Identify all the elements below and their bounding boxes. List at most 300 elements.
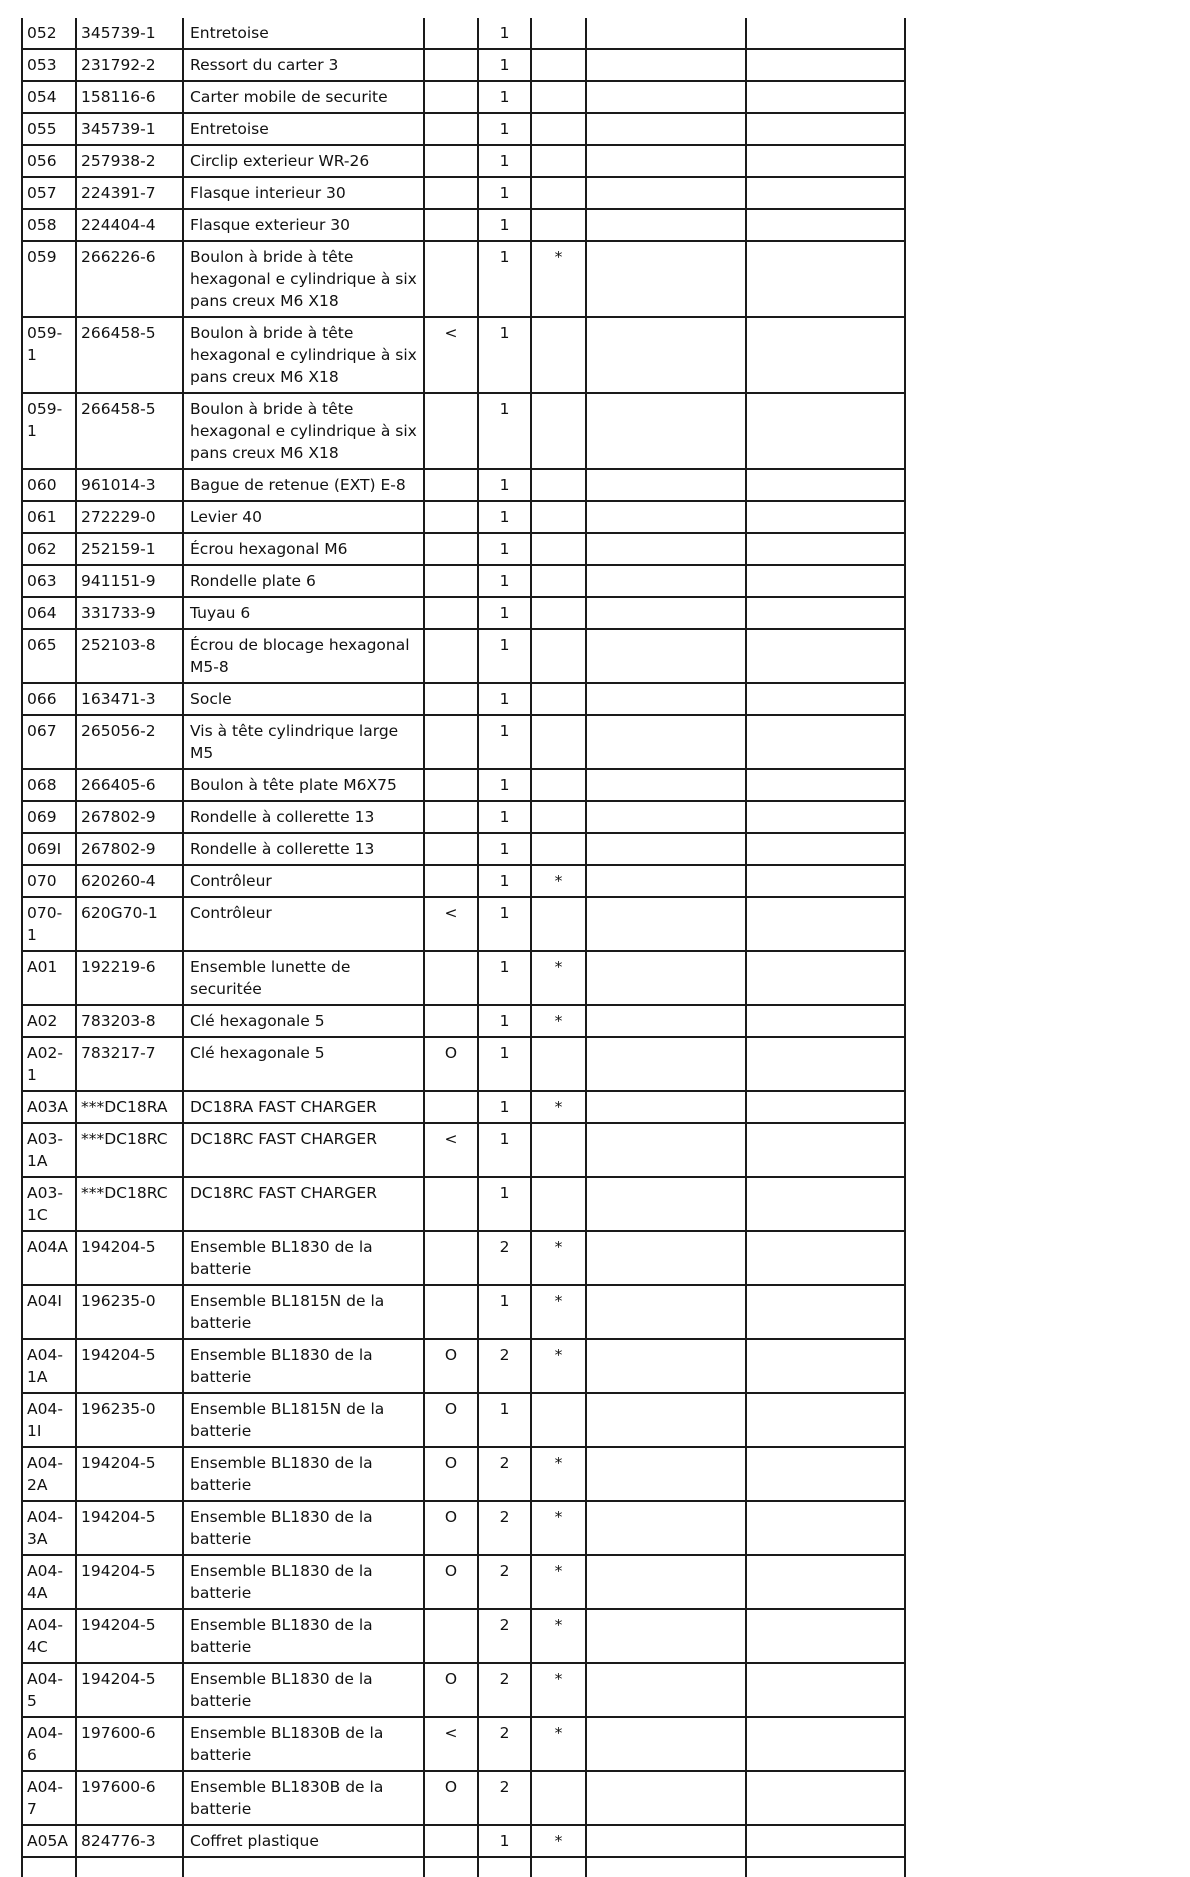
- item-number-cell: 056: [22, 145, 76, 177]
- change-mark-cell: [424, 533, 478, 565]
- change-mark-cell: [424, 1091, 478, 1123]
- blank-cell: [586, 1447, 746, 1501]
- blank-cell: [746, 1501, 905, 1555]
- description-cell: Socle: [183, 683, 424, 715]
- table-row: [22, 177, 975, 209]
- quantity-cell: 1: [478, 18, 531, 49]
- part-number-cell: 158116-6: [76, 81, 183, 113]
- table-row: [22, 1501, 975, 1555]
- note-mark-cell: [531, 1177, 586, 1231]
- note-mark-cell: *: [531, 1717, 586, 1771]
- part-number-cell: 824776-3: [76, 1825, 183, 1857]
- change-mark-cell: [424, 49, 478, 81]
- table-row: [22, 393, 975, 469]
- item-number-cell: A04-5: [22, 1663, 76, 1717]
- part-number-cell: 196235-0: [76, 1393, 183, 1447]
- spacer-cell: [905, 1555, 975, 1609]
- quantity-cell: 1: [478, 81, 531, 113]
- blank-cell: [586, 1857, 746, 1877]
- blank-cell: [586, 1091, 746, 1123]
- change-mark-cell: [424, 683, 478, 715]
- blank-cell: [586, 715, 746, 769]
- change-mark-cell: [424, 1231, 478, 1285]
- item-number-cell: 059: [22, 241, 76, 317]
- spacer-cell: [905, 565, 975, 597]
- spacer-cell: [905, 145, 975, 177]
- blank-cell: [746, 1447, 905, 1501]
- description-cell: Bague de retenue (EXT) E-8: [183, 469, 424, 501]
- blank-cell: [586, 897, 746, 951]
- blank-cell: [424, 1857, 478, 1877]
- blank-cell: [746, 865, 905, 897]
- change-mark-cell: [424, 18, 478, 49]
- note-mark-cell: [531, 469, 586, 501]
- quantity-cell: 1: [478, 393, 531, 469]
- blank-cell: [746, 1609, 905, 1663]
- part-number-cell: 196235-0: [76, 1285, 183, 1339]
- quantity-cell: 2: [478, 1339, 531, 1393]
- change-mark-cell: <: [424, 1123, 478, 1177]
- spacer-cell: [905, 209, 975, 241]
- description-cell: Carter mobile de securite: [183, 81, 424, 113]
- description-cell: Contrôleur: [183, 865, 424, 897]
- spacer-cell: [905, 177, 975, 209]
- blank-cell: [183, 1857, 424, 1877]
- description-cell: Écrou hexagonal M6: [183, 533, 424, 565]
- blank-cell: [586, 501, 746, 533]
- blank-cell: [746, 177, 905, 209]
- blank-cell: [586, 145, 746, 177]
- item-number-cell: A03A: [22, 1091, 76, 1123]
- blank-cell: [746, 629, 905, 683]
- part-number-cell: 224391-7: [76, 177, 183, 209]
- blank-cell: [746, 833, 905, 865]
- quantity-cell: 1: [478, 1285, 531, 1339]
- description-cell: Ensemble BL1830 de la batterie: [183, 1501, 424, 1555]
- spacer-cell: [905, 1231, 975, 1285]
- blank-cell: [586, 393, 746, 469]
- description-cell: Ressort du carter 3: [183, 49, 424, 81]
- part-number-cell: 197600-6: [76, 1771, 183, 1825]
- change-mark-cell: [424, 209, 478, 241]
- change-mark-cell: <: [424, 1717, 478, 1771]
- blank-cell: [746, 501, 905, 533]
- change-mark-cell: O: [424, 1339, 478, 1393]
- table-row: [22, 951, 975, 1005]
- part-number-cell: ***DC18RC: [76, 1177, 183, 1231]
- blank-cell: [586, 865, 746, 897]
- spacer-cell: [905, 1501, 975, 1555]
- table-row: [22, 1771, 975, 1825]
- note-mark-cell: [531, 683, 586, 715]
- item-number-cell: 054: [22, 81, 76, 113]
- description-cell: Ensemble BL1830B de la batterie: [183, 1717, 424, 1771]
- change-mark-cell: [424, 565, 478, 597]
- item-number-cell: A04-1A: [22, 1339, 76, 1393]
- quantity-cell: 1: [478, 865, 531, 897]
- blank-cell: [746, 81, 905, 113]
- table-row: [22, 769, 975, 801]
- note-mark-cell: *: [531, 951, 586, 1005]
- change-mark-cell: [424, 1825, 478, 1857]
- blank-cell: [586, 1555, 746, 1609]
- item-number-cell: 067: [22, 715, 76, 769]
- spacer-cell: [905, 501, 975, 533]
- quantity-cell: 1: [478, 801, 531, 833]
- table-row: [22, 1717, 975, 1771]
- quantity-cell: 1: [478, 1005, 531, 1037]
- blank-cell: [746, 1555, 905, 1609]
- note-mark-cell: [531, 533, 586, 565]
- table-row: [22, 241, 975, 317]
- note-mark-cell: *: [531, 1825, 586, 1857]
- part-number-cell: 265056-2: [76, 715, 183, 769]
- blank-cell: [746, 113, 905, 145]
- change-mark-cell: [424, 1005, 478, 1037]
- item-number-cell: 068: [22, 769, 76, 801]
- blank-cell: [746, 393, 905, 469]
- quantity-cell: 1: [478, 1091, 531, 1123]
- quantity-cell: 1: [478, 897, 531, 951]
- part-number-cell: 192219-6: [76, 951, 183, 1005]
- spacer-cell: [905, 533, 975, 565]
- description-cell: Vis à tête cylindrique large M5: [183, 715, 424, 769]
- part-number-cell: 257938-2: [76, 145, 183, 177]
- blank-cell: [478, 1857, 531, 1877]
- note-mark-cell: [531, 715, 586, 769]
- change-mark-cell: <: [424, 897, 478, 951]
- item-number-cell: 065: [22, 629, 76, 683]
- table-row: [22, 1123, 975, 1177]
- item-number-cell: A04-7: [22, 1771, 76, 1825]
- blank-cell: [531, 1857, 586, 1877]
- spacer-cell: [905, 1339, 975, 1393]
- change-mark-cell: [424, 501, 478, 533]
- change-mark-cell: O: [424, 1771, 478, 1825]
- note-mark-cell: [531, 629, 586, 683]
- table-row: [22, 49, 975, 81]
- parts-table-body: [22, 18, 975, 1877]
- description-cell: Ensemble BL1830 de la batterie: [183, 1555, 424, 1609]
- description-cell: Écrou de blocage hexagonal M5-8: [183, 629, 424, 683]
- spacer-cell: [905, 1177, 975, 1231]
- quantity-cell: 1: [478, 1037, 531, 1091]
- note-mark-cell: [531, 1123, 586, 1177]
- note-mark-cell: [531, 177, 586, 209]
- note-mark-cell: [531, 145, 586, 177]
- part-number-cell: 194204-5: [76, 1447, 183, 1501]
- blank-cell: [746, 18, 905, 49]
- quantity-cell: 1: [478, 565, 531, 597]
- blank-cell: [746, 533, 905, 565]
- spacer-cell: [905, 113, 975, 145]
- blank-cell: [586, 1285, 746, 1339]
- note-mark-cell: [531, 1393, 586, 1447]
- blank-cell: [746, 145, 905, 177]
- table-row: [22, 1231, 975, 1285]
- blank-cell: [746, 317, 905, 393]
- item-number-cell: A03-1A: [22, 1123, 76, 1177]
- description-cell: Ensemble BL1830 de la batterie: [183, 1447, 424, 1501]
- blank-cell: [746, 241, 905, 317]
- change-mark-cell: O: [424, 1447, 478, 1501]
- blank-cell: [746, 1663, 905, 1717]
- spacer-cell: [905, 469, 975, 501]
- quantity-cell: 1: [478, 113, 531, 145]
- blank-cell: [586, 533, 746, 565]
- spacer-cell: [905, 629, 975, 683]
- note-mark-cell: [531, 565, 586, 597]
- spacer-cell: [905, 49, 975, 81]
- blank-cell: [586, 1771, 746, 1825]
- description-cell: Ensemble BL1830 de la batterie: [183, 1339, 424, 1393]
- quantity-cell: 1: [478, 597, 531, 629]
- note-mark-cell: [531, 501, 586, 533]
- table-row: [22, 1393, 975, 1447]
- table-row: [22, 18, 975, 49]
- part-number-cell: ***DC18RC: [76, 1123, 183, 1177]
- change-mark-cell: [424, 1609, 478, 1663]
- item-number-cell: 052: [22, 18, 76, 49]
- item-number-cell: A01: [22, 951, 76, 1005]
- note-mark-cell: [531, 209, 586, 241]
- spacer-cell: [905, 1663, 975, 1717]
- description-cell: Rondelle plate 6: [183, 565, 424, 597]
- table-row: [22, 801, 975, 833]
- item-number-cell: 058: [22, 209, 76, 241]
- note-mark-cell: [531, 81, 586, 113]
- blank-cell: [586, 1393, 746, 1447]
- change-mark-cell: [424, 597, 478, 629]
- blank-cell: [586, 683, 746, 715]
- blank-cell: [586, 49, 746, 81]
- description-cell: Circlip exterieur WR-26: [183, 145, 424, 177]
- blank-cell: [586, 18, 746, 49]
- item-number-cell: 063: [22, 565, 76, 597]
- part-number-cell: 345739-1: [76, 18, 183, 49]
- blank-cell: [746, 1393, 905, 1447]
- blank-cell: [586, 1231, 746, 1285]
- blank-cell: [586, 1609, 746, 1663]
- blank-cell: [746, 1037, 905, 1091]
- note-mark-cell: *: [531, 1231, 586, 1285]
- item-number-cell: A05A: [22, 1825, 76, 1857]
- spacer-cell: [905, 865, 975, 897]
- blank-cell: [746, 1091, 905, 1123]
- note-mark-cell: [531, 113, 586, 145]
- change-mark-cell: [424, 629, 478, 683]
- note-mark-cell: [531, 1771, 586, 1825]
- blank-cell: [746, 1005, 905, 1037]
- blank-cell: [746, 49, 905, 81]
- table-row: [22, 209, 975, 241]
- blank-cell: [586, 1663, 746, 1717]
- note-mark-cell: [531, 1037, 586, 1091]
- part-number-cell: 272229-0: [76, 501, 183, 533]
- quantity-cell: 1: [478, 1123, 531, 1177]
- blank-cell: [586, 1717, 746, 1771]
- description-cell: Rondelle à collerette 13: [183, 833, 424, 865]
- note-mark-cell: *: [531, 241, 586, 317]
- item-number-cell: 064: [22, 597, 76, 629]
- part-number-cell: 345739-1: [76, 113, 183, 145]
- spacer-cell: [905, 1005, 975, 1037]
- blank-cell: [586, 1177, 746, 1231]
- quantity-cell: 1: [478, 49, 531, 81]
- spacer-cell: [905, 1825, 975, 1857]
- spacer-cell: [905, 1037, 975, 1091]
- blank-cell: [746, 769, 905, 801]
- spacer-cell: [905, 18, 975, 49]
- table-row: [22, 1447, 975, 1501]
- note-mark-cell: *: [531, 1285, 586, 1339]
- note-mark-cell: *: [531, 1005, 586, 1037]
- blank-cell: [586, 241, 746, 317]
- description-cell: Clé hexagonale 5: [183, 1037, 424, 1091]
- note-mark-cell: *: [531, 1339, 586, 1393]
- change-mark-cell: O: [424, 1501, 478, 1555]
- blank-cell: [76, 1857, 183, 1877]
- item-number-cell: A04-3A: [22, 1501, 76, 1555]
- blank-cell: [586, 565, 746, 597]
- table-row: [22, 1005, 975, 1037]
- table-row: [22, 715, 975, 769]
- part-number-cell: 941151-9: [76, 565, 183, 597]
- quantity-cell: 1: [478, 241, 531, 317]
- blank-cell: [746, 1857, 905, 1877]
- description-cell: Ensemble BL1815N de la batterie: [183, 1285, 424, 1339]
- change-mark-cell: [424, 469, 478, 501]
- blank-cell: [746, 1285, 905, 1339]
- spacer-cell: [905, 393, 975, 469]
- note-mark-cell: [531, 597, 586, 629]
- description-cell: Ensemble lunette de securitée: [183, 951, 424, 1005]
- table-row: [22, 865, 975, 897]
- part-number-cell: 194204-5: [76, 1231, 183, 1285]
- table-row: [22, 1825, 975, 1857]
- item-number-cell: A04-1I: [22, 1393, 76, 1447]
- quantity-cell: 1: [478, 683, 531, 715]
- spacer-cell: [905, 317, 975, 393]
- quantity-cell: 1: [478, 833, 531, 865]
- description-cell: DC18RA FAST CHARGER: [183, 1091, 424, 1123]
- quantity-cell: 1: [478, 715, 531, 769]
- blank-cell: [746, 1825, 905, 1857]
- description-cell: Rondelle à collerette 13: [183, 801, 424, 833]
- blank-cell: [905, 1857, 975, 1877]
- item-number-cell: A04-2A: [22, 1447, 76, 1501]
- blank-cell: [586, 317, 746, 393]
- note-mark-cell: [531, 801, 586, 833]
- quantity-cell: 1: [478, 177, 531, 209]
- part-number-cell: 266458-5: [76, 317, 183, 393]
- quantity-cell: 1: [478, 1177, 531, 1231]
- part-number-cell: 331733-9: [76, 597, 183, 629]
- change-mark-cell: [424, 1177, 478, 1231]
- note-mark-cell: *: [531, 1663, 586, 1717]
- quantity-cell: 1: [478, 533, 531, 565]
- change-mark-cell: [424, 865, 478, 897]
- blank-cell: [586, 629, 746, 683]
- description-cell: Ensemble BL1830 de la batterie: [183, 1663, 424, 1717]
- blank-cell: [746, 897, 905, 951]
- part-number-cell: 231792-2: [76, 49, 183, 81]
- table-row: [22, 469, 975, 501]
- spacer-cell: [905, 1091, 975, 1123]
- blank-cell: [586, 1825, 746, 1857]
- table-row: [22, 1285, 975, 1339]
- note-mark-cell: [531, 833, 586, 865]
- description-cell: Ensemble BL1830B de la batterie: [183, 1771, 424, 1825]
- quantity-cell: 1: [478, 317, 531, 393]
- quantity-cell: 2: [478, 1447, 531, 1501]
- blank-cell: [586, 1005, 746, 1037]
- part-number-cell: ***DC18RA: [76, 1091, 183, 1123]
- part-number-cell: 783203-8: [76, 1005, 183, 1037]
- note-mark-cell: *: [531, 1091, 586, 1123]
- table-row: [22, 317, 975, 393]
- table-row: [22, 1663, 975, 1717]
- part-number-cell: 267802-9: [76, 801, 183, 833]
- blank-cell: [586, 769, 746, 801]
- part-number-cell: 194204-5: [76, 1663, 183, 1717]
- change-mark-cell: O: [424, 1393, 478, 1447]
- spacer-cell: [905, 241, 975, 317]
- blank-cell: [746, 469, 905, 501]
- blank-cell: [586, 951, 746, 1005]
- part-number-cell: 266405-6: [76, 769, 183, 801]
- blank-cell: [746, 683, 905, 715]
- part-number-cell: 224404-4: [76, 209, 183, 241]
- change-mark-cell: O: [424, 1663, 478, 1717]
- description-cell: Entretoise: [183, 113, 424, 145]
- quantity-cell: 1: [478, 1393, 531, 1447]
- note-mark-cell: *: [531, 865, 586, 897]
- blank-cell: [746, 715, 905, 769]
- part-number-cell: 197600-6: [76, 1717, 183, 1771]
- quantity-cell: 2: [478, 1231, 531, 1285]
- description-cell: DC18RC FAST CHARGER: [183, 1177, 424, 1231]
- change-mark-cell: <: [424, 317, 478, 393]
- change-mark-cell: [424, 715, 478, 769]
- item-number-cell: 057: [22, 177, 76, 209]
- spacer-cell: [905, 1285, 975, 1339]
- part-number-cell: 252159-1: [76, 533, 183, 565]
- note-mark-cell: [531, 897, 586, 951]
- item-number-cell: A02-1: [22, 1037, 76, 1091]
- part-number-cell: 194204-5: [76, 1555, 183, 1609]
- blank-cell: [746, 801, 905, 833]
- blank-cell: [586, 1123, 746, 1177]
- item-number-cell: 055: [22, 113, 76, 145]
- item-number-cell: 059-1: [22, 393, 76, 469]
- item-number-cell: 069I: [22, 833, 76, 865]
- blank-cell: [746, 209, 905, 241]
- table-row: [22, 501, 975, 533]
- part-number-cell: 267802-9: [76, 833, 183, 865]
- quantity-cell: 2: [478, 1717, 531, 1771]
- spacer-cell: [905, 801, 975, 833]
- note-mark-cell: [531, 18, 586, 49]
- blank-cell: [746, 597, 905, 629]
- quantity-cell: 1: [478, 209, 531, 241]
- change-mark-cell: [424, 1285, 478, 1339]
- spacer-cell: [905, 1447, 975, 1501]
- description-cell: Entretoise: [183, 18, 424, 49]
- parts-table: [21, 18, 976, 1877]
- spacer-cell: [905, 1717, 975, 1771]
- spacer-cell: [905, 1393, 975, 1447]
